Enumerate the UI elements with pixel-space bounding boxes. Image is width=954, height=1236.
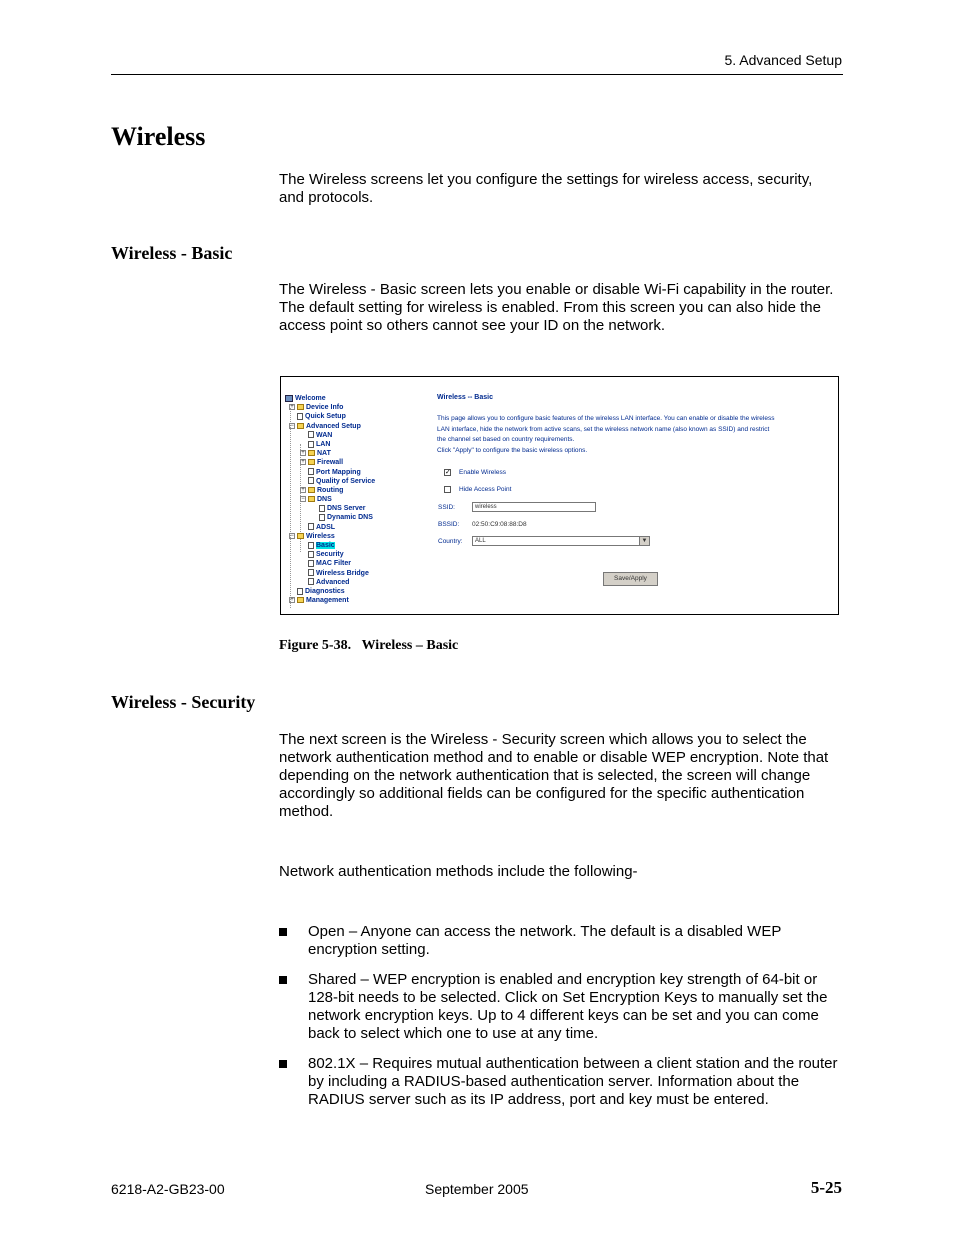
tree-item-advanced[interactable]: Advanced <box>316 578 350 586</box>
page-icon <box>308 551 314 558</box>
description-line: the channel set based on country requirements. <box>437 436 575 443</box>
page-icon <box>319 505 325 512</box>
hide-access-point-label: Hide Access Point <box>459 486 512 494</box>
collapse-icon[interactable]: − <box>290 532 294 539</box>
tree-item-device-info[interactable]: Device Info <box>306 404 344 412</box>
basic-paragraph: The Wireless - Basic screen lets you enable or disable Wi-Fi capability in the router. The default setting for wireless is enabled. From this screen you can also hide the access point so others cannot see your ID on the network. <box>279 281 834 334</box>
intro-paragraph: The Wireless screens let you configure the settings for wireless access, security, and protocols. <box>279 171 813 206</box>
section-heading-basic: Wireless - Basic <box>111 243 233 263</box>
security-paragraph: The next screen is the Wireless - Security screen which allows you to select the network authentication method and to enable or disable WEP encryption. Note that depending on the network authentication that is selected, the screen will change accordingly so additional fields can be configured for the specific authentication method. <box>279 731 829 820</box>
tree-item-dns[interactable]: DNS <box>317 496 332 504</box>
collapse-icon[interactable]: − <box>301 496 305 503</box>
computer-icon <box>285 395 293 402</box>
collapse-icon[interactable]: − <box>290 422 294 429</box>
running-header: 5. Advanced Setup <box>724 52 842 68</box>
bssid-value: 02:50:C9:08:88:D8 <box>472 521 527 528</box>
tree-item-welcome[interactable]: Welcome <box>295 395 326 402</box>
document-number: 6218-A2-GB23-00 <box>111 1181 225 1197</box>
tree-item-advanced-setup[interactable]: Advanced Setup <box>306 422 361 430</box>
methods-intro: Network authentication methods include the following- <box>279 863 638 880</box>
navigation-tree <box>285 394 425 605</box>
tree-item-lan[interactable]: LAN <box>316 440 331 448</box>
publication-date: September 2005 <box>425 1181 529 1197</box>
folder-icon <box>297 597 304 603</box>
description-line: This page allows you to configure basic features of the wireless LAN interface. You can enable or disable the wireless <box>437 415 775 422</box>
tree-item-firewall[interactable]: Firewall <box>317 459 344 467</box>
square-bullet-icon <box>279 1060 287 1068</box>
wireless-basic-panel <box>437 394 827 456</box>
folder-icon <box>297 404 304 410</box>
country-label: Country: <box>438 538 463 545</box>
tree-item-nat[interactable]: NAT <box>317 450 331 458</box>
page-title: Wireless <box>111 122 206 151</box>
tree-item-routing[interactable]: Routing <box>317 486 344 494</box>
header-rule <box>111 74 843 75</box>
folder-open-icon <box>297 533 304 539</box>
tree-item-diagnostics[interactable]: Diagnostics <box>305 587 345 595</box>
expand-icon[interactable]: + <box>301 487 305 494</box>
folder-icon <box>308 450 315 456</box>
ssid-label: SSID: <box>438 504 455 511</box>
expand-icon[interactable]: + <box>290 597 294 604</box>
tree-item-quick-setup[interactable]: Quick Setup <box>305 413 346 421</box>
tree-item-dynamic-dns[interactable]: Dynamic DNS <box>327 514 373 522</box>
chevron-down-icon[interactable]: ▼ <box>639 537 649 545</box>
panel-title: Wireless -- Basic <box>437 394 493 401</box>
hide-access-point-checkbox[interactable] <box>444 486 451 493</box>
panel-description <box>437 414 827 456</box>
enable-wireless-label: Enable Wireless <box>459 469 506 477</box>
tree-item-security[interactable]: Security <box>316 551 344 559</box>
country-select-value: ALL <box>475 538 486 544</box>
folder-icon <box>308 459 315 465</box>
section-heading-security: Wireless - Security <box>111 692 256 712</box>
tree-item-mac-filter[interactable]: MAC Filter <box>316 560 351 568</box>
list-item <box>279 971 839 1043</box>
tree-item-management[interactable]: Management <box>306 597 349 605</box>
page-number: 5-25 <box>810 1178 842 1197</box>
page-icon <box>308 569 314 576</box>
page-icon <box>308 477 314 484</box>
expand-icon[interactable]: + <box>290 404 294 411</box>
save-apply-button[interactable]: Save/Apply <box>603 572 658 586</box>
tree-item-wireless[interactable]: Wireless <box>306 532 335 540</box>
expand-icon[interactable]: + <box>301 459 305 466</box>
tree-item-adsl[interactable]: ADSL <box>316 523 336 531</box>
wireless-basic-screenshot <box>280 376 839 615</box>
page-icon <box>308 560 314 567</box>
page-icon <box>308 431 314 438</box>
folder-icon <box>308 487 315 493</box>
list-item <box>279 1055 839 1109</box>
list-item <box>279 923 839 959</box>
page-icon <box>308 542 314 549</box>
tree-item-wireless-bridge[interactable]: Wireless Bridge <box>316 569 369 577</box>
tree-item-wan[interactable]: WAN <box>316 431 333 439</box>
expand-icon[interactable]: + <box>301 450 305 457</box>
tree-item-basic[interactable]: Basic <box>316 542 335 549</box>
bullet-text-shared: Shared – WEP encryption is enabled and encryption key strength of 64-bit or 128-bit needs to be selected. Click on Set Encryption Keys to manually set the network encryption keys. Up to 4 different keys can be set and you can come back to select which one to use at any time. <box>308 971 828 1042</box>
tree-item-qos[interactable]: Quality of Service <box>316 477 376 485</box>
page-icon <box>308 468 314 475</box>
description-line: Click "Apply" to configure the basic wireless options. <box>437 446 588 454</box>
bullet-text-8021x: 802.1X – Requires mutual authentication between a client station and the router by including a RADIUS-based authentication server. Information about the RADIUS server such as its IP address, port and key must be entered. <box>308 1055 838 1108</box>
figure-caption: Figure 5-38. Wireless – Basic <box>279 638 459 653</box>
country-select[interactable] <box>472 536 650 546</box>
folder-open-icon <box>297 423 304 429</box>
tree-item-port-mapping[interactable]: Port Mapping <box>316 468 361 476</box>
page-icon <box>319 514 325 521</box>
square-bullet-icon <box>279 928 287 936</box>
folder-open-icon <box>308 496 315 502</box>
bullet-text-open: Open – Anyone can access the network. The default is a disabled WEP encryption setting. <box>308 923 782 958</box>
ssid-input[interactable]: wireless <box>472 502 596 512</box>
enable-wireless-checkbox[interactable]: ✓ <box>445 469 451 476</box>
bssid-label: BSSID: <box>438 521 460 528</box>
hide-access-point-row <box>444 486 511 493</box>
enable-wireless-row <box>444 469 506 476</box>
page-icon <box>297 413 303 420</box>
description-line: LAN interface, hide the network from active scans, set the wireless network name (also known as SSID) and restrict <box>437 425 770 433</box>
tree-item-dns-server[interactable]: DNS Server <box>327 505 366 513</box>
square-bullet-icon <box>279 976 287 984</box>
page-icon <box>308 578 314 585</box>
page-icon <box>308 523 314 530</box>
page-icon <box>297 588 303 595</box>
page-icon <box>308 441 314 448</box>
